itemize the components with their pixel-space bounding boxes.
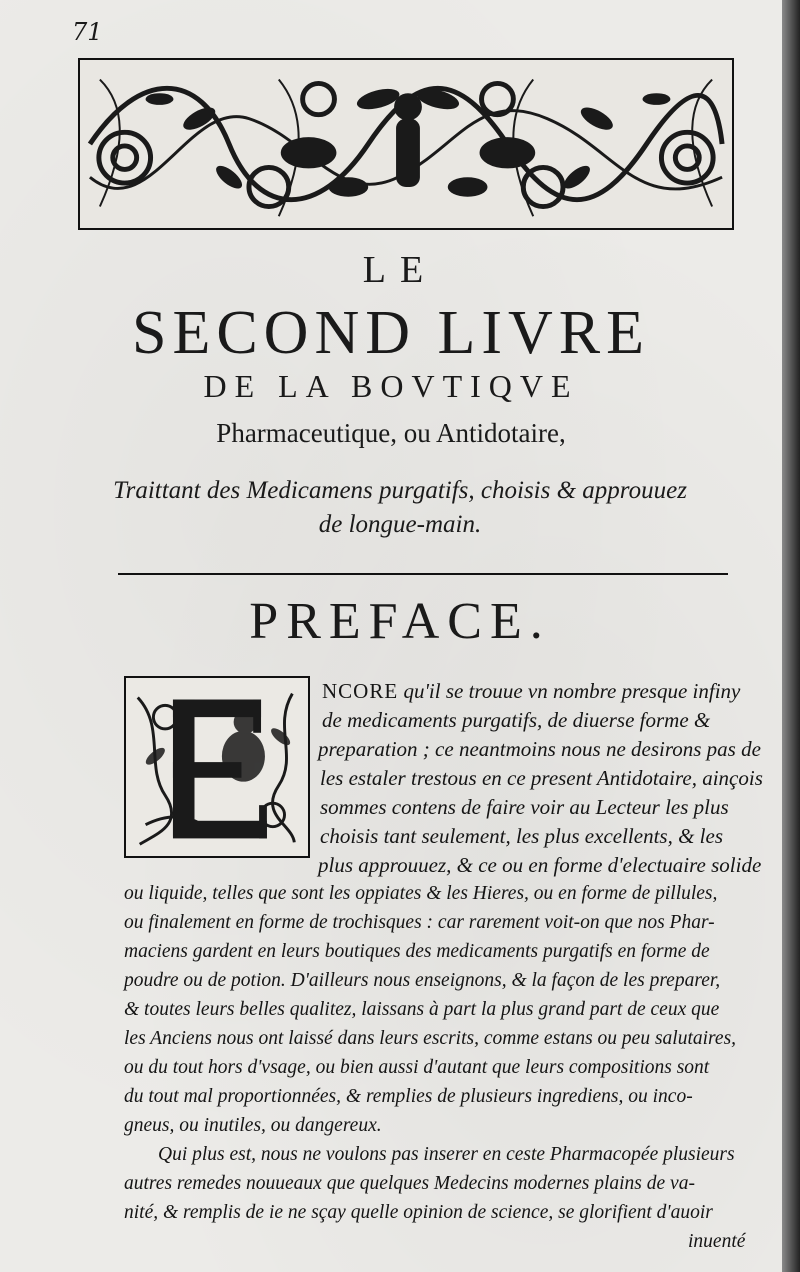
body-line-text: qu'il se trouue vn nombre presque infiny [398, 679, 741, 703]
body-line: inuenté [688, 1231, 746, 1252]
body-line: ou du tout hors d'vsage, ou bien aussi d'autant que leurs compositions sont [124, 1057, 710, 1078]
body-line: autres remedes nouueaux que quelques Medecins modernes plains de va- [124, 1173, 695, 1194]
body-line: gneus, ou inutiles, ou dangereux. [124, 1115, 382, 1136]
body-line: ou finalement en forme de trochisques : car rarement voit-on que nos Phar- [124, 912, 715, 933]
page-edge-shadow [782, 0, 800, 1272]
ornamental-banner [78, 58, 734, 230]
body-line: de medicaments purgatifs, de diuerse forme & [322, 708, 711, 732]
body-line: maciens gardent en leurs boutiques des medicaments purgatifs en forme de [124, 941, 710, 962]
body-line: Qui plus est, nous ne voulons pas inserer en ceste Pharmacopée plusieurs [158, 1144, 735, 1165]
title-le: LE [362, 249, 438, 291]
preface-heading: PREFACE. [249, 593, 551, 650]
title-main: SECOND LIVRE [131, 299, 651, 367]
title-description-line-1: Traittant des Medicamens purgatifs, choisis & approuuez [113, 477, 687, 504]
body-line: les estaler trestous en ce present Antidotaire, ainçois [320, 766, 763, 790]
title-description-line-2: de longue-main. [318, 511, 482, 538]
body-line: ou liquide, telles que sont les oppiates & les Hieres, ou en forme de pillules, [124, 883, 718, 904]
body-line: poudre ou de potion. D'ailleurs nous enseignons, & la façon de les preparer, [124, 970, 721, 991]
horizontal-rule [118, 573, 728, 575]
title-description [0, 474, 800, 542]
body-line: plus approuuez, & ce ou en forme d'electuaire solide [318, 853, 762, 877]
historiated-initial-e-icon [126, 678, 308, 856]
title-subtitle: DE LA BOVTIQVE [203, 368, 579, 404]
drop-cap-ornament [124, 676, 310, 858]
title-subtitle-2: Pharmaceutique, ou Antidotaire, [216, 418, 566, 448]
floral-vine-ornament-icon [80, 60, 732, 228]
body-line: choisis tant seulement, les plus excellents, & les [320, 824, 723, 848]
page-number: 71 [72, 18, 103, 46]
body-line: & toutes leurs belles qualitez, laissans à part la plus grand part de ceux que [124, 999, 720, 1020]
body-line: nité, & remplis de ie ne sçay quelle opinion de science, se glorifient d'auoir [124, 1202, 713, 1223]
body-line: sommes contens de faire voir au Lecteur les plus [320, 795, 729, 819]
body-line [322, 676, 740, 706]
body-line-lead: NCORE [322, 679, 399, 703]
body-line: preparation ; ce neantmoins nous ne desirons pas de [318, 737, 761, 761]
body-line: les Anciens nous ont laissé dans leurs escrits, comme estans ou peu salutaires, [124, 1028, 737, 1049]
body-line: du tout mal proportionnées, & remplies de plusieurs ingrediens, ou inco- [124, 1086, 693, 1107]
